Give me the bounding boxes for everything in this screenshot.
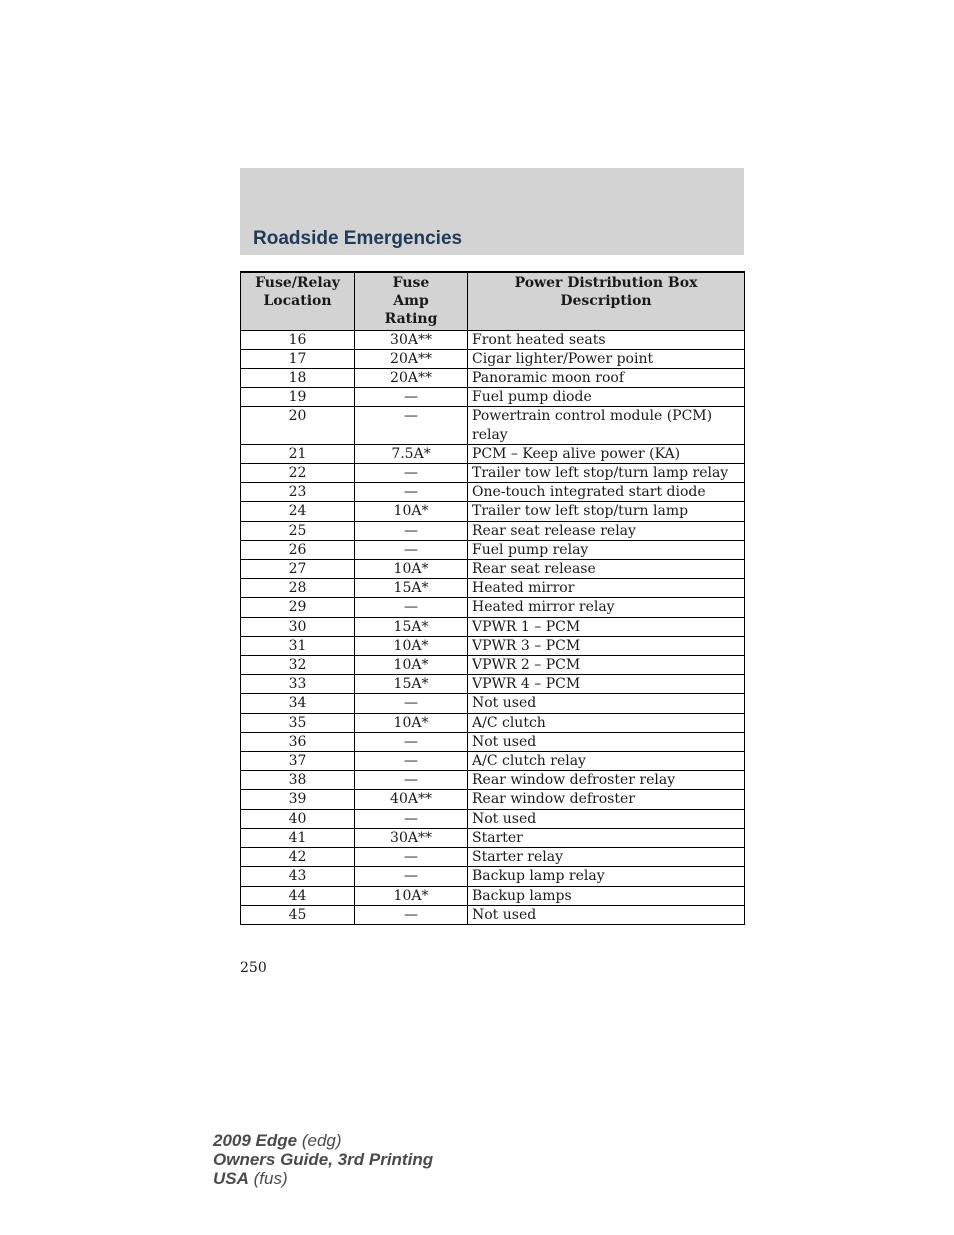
fuse-location-cell: 25 <box>241 521 355 540</box>
footer-model: 2009 Edge <box>213 1131 298 1150</box>
fuse-description-cell: Trailer tow left stop/turn lamp <box>468 502 745 521</box>
fuse-amp-cell: — <box>355 598 468 617</box>
fuse-amp-cell: 10A* <box>355 713 468 732</box>
table-row <box>241 330 745 349</box>
table-row <box>241 560 745 579</box>
fuse-amp-cell: — <box>355 388 468 407</box>
fuse-table-header <box>241 272 745 330</box>
fuse-amp-cell: 10A* <box>355 656 468 675</box>
table-row <box>241 388 745 407</box>
table-row <box>241 867 745 886</box>
fuse-description-cell: Rear seat release relay <box>468 521 745 540</box>
fuse-amp-cell: — <box>355 483 468 502</box>
table-row <box>241 905 745 924</box>
fuse-amp-cell: — <box>355 694 468 713</box>
fuse-amp-cell: 15A* <box>355 617 468 636</box>
fuse-location-cell: 39 <box>241 790 355 809</box>
fuse-amp-cell: 15A* <box>355 675 468 694</box>
fuse-description-cell: Backup lamp relay <box>468 867 745 886</box>
fuse-amp-cell: 7.5A* <box>355 444 468 463</box>
fuse-location-cell: 33 <box>241 675 355 694</box>
fuse-amp-cell: — <box>355 752 468 771</box>
fuse-description-cell: Fuel pump relay <box>468 540 745 559</box>
footer-line-1 <box>213 1131 433 1150</box>
table-row <box>241 617 745 636</box>
table-row <box>241 771 745 790</box>
table-row <box>241 886 745 905</box>
fuse-location-cell: 40 <box>241 809 355 828</box>
fuse-amp-cell: — <box>355 867 468 886</box>
header-row <box>241 272 745 330</box>
table-row <box>241 540 745 559</box>
fuse-amp-cell: 20A** <box>355 369 468 388</box>
fuse-location-cell: 41 <box>241 828 355 847</box>
footer-guide: Owners Guide, 3rd Printing <box>213 1150 434 1169</box>
fuse-amp-cell: 10A* <box>355 502 468 521</box>
table-row <box>241 848 745 867</box>
fuse-amp-cell: — <box>355 905 468 924</box>
fuse-description-cell: Not used <box>468 732 745 751</box>
fuse-description-cell: Fuel pump diode <box>468 388 745 407</box>
fuse-location-cell: 24 <box>241 502 355 521</box>
footer-market: USA <box>213 1169 249 1188</box>
table-row <box>241 675 745 694</box>
table-row <box>241 444 745 463</box>
fuse-description-cell: Heated mirror relay <box>468 598 745 617</box>
fuse-description-cell: Rear window defroster <box>468 790 745 809</box>
fuse-location-cell: 22 <box>241 464 355 483</box>
fuse-description-cell: Not used <box>468 905 745 924</box>
table-row <box>241 694 745 713</box>
column-header-location: Fuse/Relay Location <box>241 272 355 330</box>
fuse-location-cell: 17 <box>241 349 355 368</box>
fuse-amp-cell: 40A** <box>355 790 468 809</box>
fuse-location-cell: 44 <box>241 886 355 905</box>
fuse-description-cell: Panoramic moon roof <box>468 369 745 388</box>
fuse-description-cell: Starter <box>468 828 745 847</box>
fuse-description-cell: Powertrain control module (PCM) relay <box>468 407 745 444</box>
fuse-location-cell: 23 <box>241 483 355 502</box>
table-row <box>241 809 745 828</box>
fuse-location-cell: 36 <box>241 732 355 751</box>
fuse-location-cell: 19 <box>241 388 355 407</box>
fuse-location-cell: 37 <box>241 752 355 771</box>
table-row <box>241 828 745 847</box>
fuse-location-cell: 38 <box>241 771 355 790</box>
fuse-description-cell: VPWR 2 – PCM <box>468 656 745 675</box>
table-row <box>241 349 745 368</box>
fuse-description-cell: One-touch integrated start diode <box>468 483 745 502</box>
fuse-location-cell: 26 <box>241 540 355 559</box>
section-title: Roadside Emergencies <box>253 228 463 249</box>
fuse-amp-cell: — <box>355 848 468 867</box>
fuse-description-cell: VPWR 3 – PCM <box>468 636 745 655</box>
fuse-location-cell: 18 <box>241 369 355 388</box>
fuse-description-cell: Starter relay <box>468 848 745 867</box>
fuse-location-cell: 29 <box>241 598 355 617</box>
fuse-table <box>240 271 745 925</box>
fuse-description-cell: A/C clutch relay <box>468 752 745 771</box>
fuse-location-cell: 28 <box>241 579 355 598</box>
footer-model-code: (edg) <box>301 1131 342 1150</box>
fuse-description-cell: Heated mirror <box>468 579 745 598</box>
table-row <box>241 483 745 502</box>
table-row <box>241 656 745 675</box>
table-row <box>241 502 745 521</box>
fuse-description-cell: Not used <box>468 809 745 828</box>
fuse-description-cell: Cigar lighter/Power point <box>468 349 745 368</box>
fuse-description-cell: A/C clutch <box>468 713 745 732</box>
fuse-location-cell: 31 <box>241 636 355 655</box>
table-row <box>241 713 745 732</box>
fuse-location-cell: 42 <box>241 848 355 867</box>
table-row <box>241 464 745 483</box>
fuse-location-cell: 34 <box>241 694 355 713</box>
fuse-description-cell: VPWR 4 – PCM <box>468 675 745 694</box>
fuse-amp-cell: 20A** <box>355 349 468 368</box>
fuse-amp-cell: — <box>355 407 468 444</box>
fuse-amp-cell: 10A* <box>355 886 468 905</box>
fuse-amp-cell: 15A* <box>355 579 468 598</box>
column-header-amp-rating: Fuse Amp Rating <box>355 272 468 330</box>
fuse-amp-cell: 30A** <box>355 330 468 349</box>
table-row <box>241 732 745 751</box>
footer <box>213 1131 433 1188</box>
fuse-location-cell: 21 <box>241 444 355 463</box>
table-row <box>241 407 745 444</box>
fuse-location-cell: 20 <box>241 407 355 444</box>
page-number: 250 <box>240 960 267 976</box>
fuse-location-cell: 45 <box>241 905 355 924</box>
fuse-amp-cell: 10A* <box>355 560 468 579</box>
table-row <box>241 752 745 771</box>
fuse-amp-cell: 10A* <box>355 636 468 655</box>
fuse-amp-cell: — <box>355 809 468 828</box>
fuse-amp-cell: — <box>355 771 468 790</box>
fuse-amp-cell: — <box>355 540 468 559</box>
fuse-description-cell: VPWR 1 – PCM <box>468 617 745 636</box>
fuse-table-body <box>241 330 745 924</box>
fuse-amp-cell: 30A** <box>355 828 468 847</box>
table-row <box>241 579 745 598</box>
fuse-description-cell: Front heated seats <box>468 330 745 349</box>
section-header-band <box>240 168 744 255</box>
fuse-amp-cell: — <box>355 732 468 751</box>
fuse-location-cell: 27 <box>241 560 355 579</box>
fuse-description-cell: Rear window defroster relay <box>468 771 745 790</box>
fuse-amp-cell: — <box>355 464 468 483</box>
table-row <box>241 369 745 388</box>
fuse-location-cell: 32 <box>241 656 355 675</box>
column-header-description: Power Distribution Box Description <box>468 272 745 330</box>
fuse-description-cell: Rear seat release <box>468 560 745 579</box>
fuse-description-cell: PCM – Keep alive power (KA) <box>468 444 745 463</box>
table-row <box>241 521 745 540</box>
fuse-description-cell: Backup lamps <box>468 886 745 905</box>
fuse-location-cell: 35 <box>241 713 355 732</box>
footer-line-2 <box>213 1150 433 1169</box>
fuse-amp-cell: — <box>355 521 468 540</box>
fuse-description-cell: Trailer tow left stop/turn lamp relay <box>468 464 745 483</box>
table-row <box>241 790 745 809</box>
fuse-description-cell: Not used <box>468 694 745 713</box>
footer-line-3 <box>213 1169 433 1188</box>
table-row <box>241 598 745 617</box>
fuse-location-cell: 43 <box>241 867 355 886</box>
footer-market-code: (fus) <box>253 1169 288 1188</box>
table-row <box>241 636 745 655</box>
fuse-location-cell: 30 <box>241 617 355 636</box>
fuse-location-cell: 16 <box>241 330 355 349</box>
